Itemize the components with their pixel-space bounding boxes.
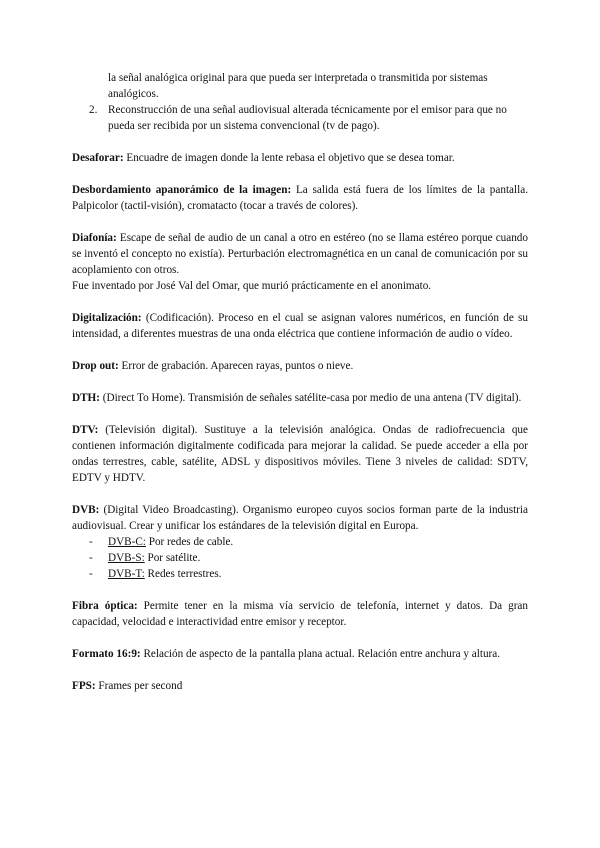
definition: (Televisión digital). Sustituye a la televisión analógica. Ondas de radiofrecuencia que contienen información digitalmente codificada para mejorar la calidad. Se puede acceder a ella por ondas terrestres, cable, satélite, ADSL y dispositivos móviles. Tiene 3 niveles de calidad: SDTV, EDTV y HDTV. (72, 424, 528, 484)
definition: (Direct To Home). Transmisión de señales satélite-casa por medio de una antena (TV digital). (99, 392, 522, 404)
entry-digitalizacion (72, 310, 528, 342)
dvb-item-text: Por satélite. (144, 552, 201, 564)
list-number: 2. (89, 104, 98, 116)
term: DVB: (72, 504, 100, 516)
entry-dth (72, 390, 528, 406)
term: Formato 16:9: (72, 648, 141, 660)
definition: Error de grabación. Aparecen rayas, puntos o nieve. (118, 360, 354, 372)
term: Desaforar: (72, 152, 124, 164)
entry-desbordamiento (72, 182, 528, 214)
term: DTH: (72, 392, 100, 404)
entry-drop-out (72, 358, 528, 374)
entry-fibra-optica (72, 598, 528, 630)
glossary-content (72, 70, 528, 710)
definition: (Codificación). Proceso en el cual se asignan valores numéricos, en función de su intensidad, a diferentes muestras de una onda eléctrica que contiene información de audio o vídeo. (72, 312, 528, 340)
term: FPS: (72, 680, 96, 692)
definition: Escape de señal de audio de un canal a otro en estéreo (no se llama estéreo porque cuando se inventó el concepto no existía). Perturbación electromagnética en un canal de comunicación por su acoplamiento con otros. (72, 232, 528, 276)
entry-desaforar (72, 150, 528, 166)
dash-marker: - (89, 568, 93, 580)
dvb-item (72, 534, 528, 550)
definition: Encuadre de imagen donde la lente rebasa el objetivo que se desea tomar. (123, 152, 455, 164)
definition: Permite tener en la misma vía servicio de telefonía, internet y datos. Da gran capacidad, velocidad e interactividad entre emisor y receptor. (72, 600, 528, 628)
definition: La salida está fuera de los límites de la pantalla. Palpicolor (tactil-visión), cromatacto (tocar a través de colores). (72, 184, 529, 212)
definition-extra: Fue inventado por José Val del Omar, que murió prácticamente en el anonimato. (72, 280, 432, 292)
dvb-item-text: Por redes de cable. (145, 536, 234, 548)
numbered-list (72, 70, 528, 134)
term: Fibra óptica: (72, 600, 138, 612)
entry-fps (72, 678, 528, 694)
entry-dvb (72, 502, 528, 582)
list-item-continuation (72, 70, 528, 102)
dvb-item (72, 566, 528, 582)
term: Digitalización: (72, 312, 142, 324)
term: DTV: (72, 424, 99, 436)
entry-dtv (72, 422, 528, 486)
dvb-item-name: DVB-S: (108, 552, 145, 564)
definition: (Digital Video Broadcasting). Organismo europeo cuyos socios forman parte de la industria audiovisual. Crear y unificar los estándares de la televisión digital en Europa. (72, 504, 528, 532)
entry-formato-16-9 (72, 646, 528, 662)
definition: Frames per second (95, 680, 183, 692)
dvb-item (72, 550, 528, 566)
dash-marker: - (89, 536, 93, 548)
dvb-item-name: DVB-C: (108, 536, 146, 548)
term: Drop out: (72, 360, 119, 372)
list-item-2 (72, 102, 528, 134)
list-item-text: Reconstrucción de una señal audiovisual alterada técnicamente por el emisor para que no pueda ser recibida por un sistema convencional (tv de pago). (108, 104, 507, 132)
list-item-text: la señal analógica original para que pueda ser interpretada o transmitida por sistemas analógicos. (108, 72, 488, 100)
dvb-list (72, 534, 528, 582)
term: Diafonía: (72, 232, 117, 244)
dvb-item-text: Redes terrestres. (144, 568, 222, 580)
term: Desbordamiento apanorámico de la imagen: (72, 184, 292, 196)
dvb-item-name: DVB-T: (108, 568, 145, 580)
entry-diafonia (72, 230, 528, 294)
dash-marker: - (89, 552, 93, 564)
definition: Relación de aspecto de la pantalla plana actual. Relación entre anchura y altura. (140, 648, 501, 660)
